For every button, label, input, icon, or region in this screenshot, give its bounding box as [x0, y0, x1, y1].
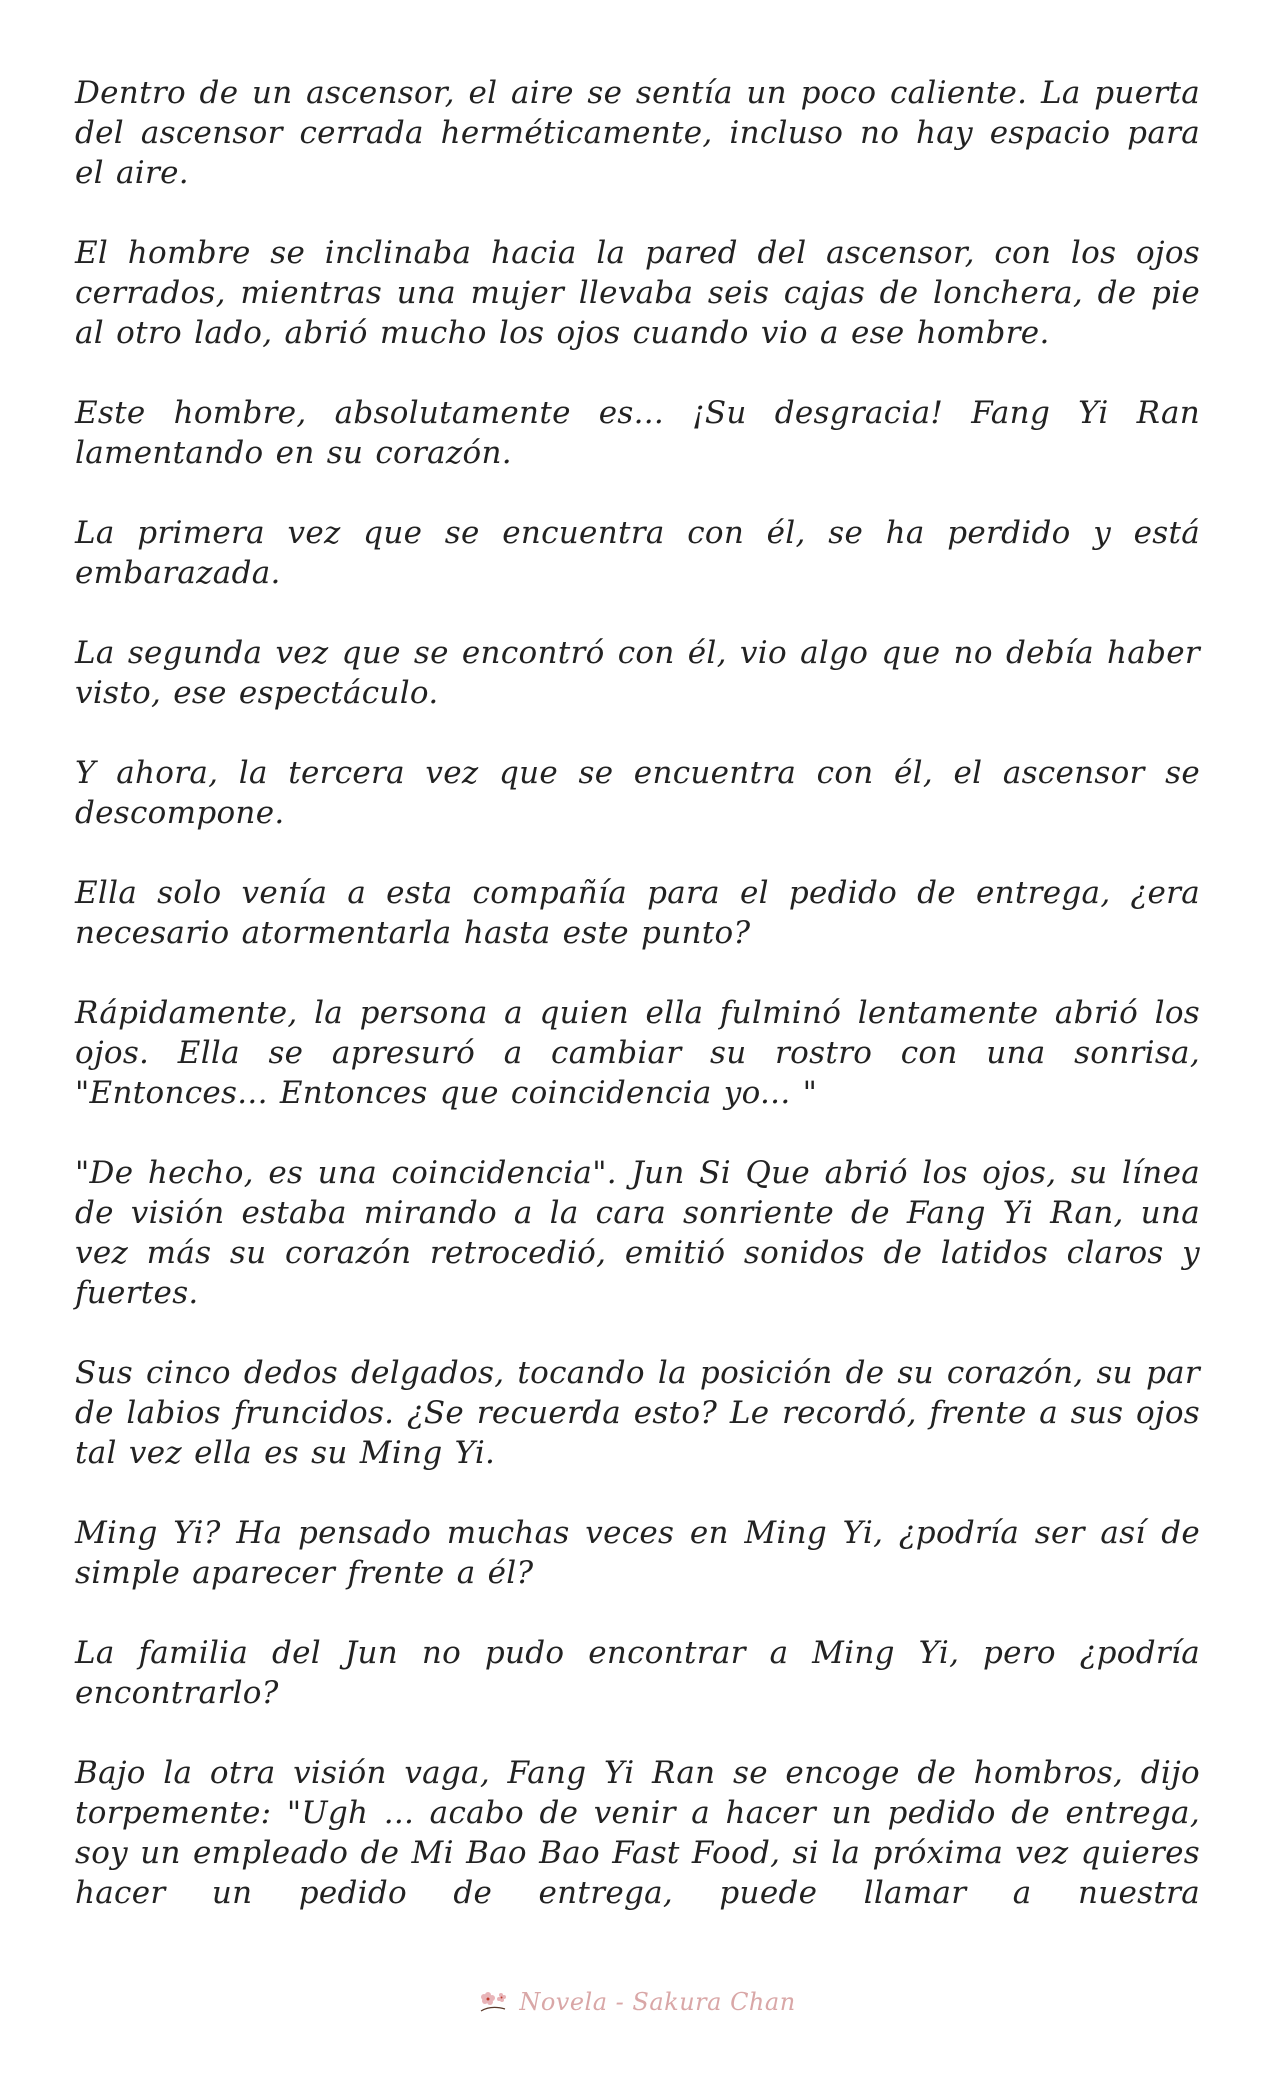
footer — [0, 1988, 1275, 2016]
paragraph: "De hecho, es una coincidencia". Jun Si Que abrió los ojos, su línea de visión estaba mirando a la cara sonriente de Fang Yi Ran, una vez más su corazón retrocedió, emitió sonidos de latidos claros y fuertes. — [75, 1155, 1200, 1311]
sakura-flower-icon — [479, 1989, 509, 2015]
document-body — [75, 73, 1200, 1913]
paragraph: La segunda vez que se encontró con él, vio algo que no debía haber visto, ese espectáculo. — [75, 635, 1200, 711]
paragraph: Y ahora, la tercera vez que se encuentra con él, el ascensor se descompone. — [75, 755, 1200, 831]
paragraph: Rápidamente, la persona a quien ella fulminó lentamente abrió los ojos. Ella se apresuró a cambiar su rostro con una sonrisa, "Entonces... Entonces que coincidencia yo... " — [75, 995, 1200, 1111]
paragraph: La familia del Jun no pudo encontrar a Ming Yi, pero ¿podría encontrarlo? — [75, 1635, 1200, 1711]
paragraph: La primera vez que se encuentra con él, se ha perdido y está embarazada. — [75, 515, 1200, 591]
watermark-text: Novela - Sakura Chan — [519, 1988, 796, 2016]
watermark-logo — [479, 1988, 795, 2016]
paragraph: Sus cinco dedos delgados, tocando la posición de su corazón, su par de labios fruncidos. ¿Se recuerda esto? Le recordó, frente a sus ojos tal vez ella es su Ming Yi. — [75, 1355, 1200, 1471]
paragraph: Bajo la otra visión vaga, Fang Yi Ran se encoge de hombros, dijo torpemente: "Ugh ... acabo de venir a hacer un pedido de entrega, soy un empleado de Mi Bao Bao Fast Food, si la próxima vez quieres hacer un pedido de entrega, puede llamar a nuestra — [75, 1755, 1200, 1911]
paragraph: Ming Yi? Ha pensado muchas veces en Ming Yi, ¿podría ser así de simple aparecer frente a él? — [75, 1515, 1200, 1591]
paragraph: Este hombre, absolutamente es... ¡Su desgracia! Fang Yi Ran lamentando en su corazón. — [75, 395, 1200, 471]
paragraph: Ella solo venía a esta compañía para el pedido de entrega, ¿era necesario atormentarla hasta este punto? — [75, 875, 1200, 951]
paragraph: Dentro de un ascensor, el aire se sentía un poco caliente. La puerta del ascensor cerrada herméticamente, incluso no hay espacio para el aire. — [75, 75, 1200, 191]
paragraph: El hombre se inclinaba hacia la pared del ascensor, con los ojos cerrados, mientras una mujer llevaba seis cajas de lonchera, de pie al otro lado, abrió mucho los ojos cuando vio a ese hombre. — [75, 235, 1200, 351]
